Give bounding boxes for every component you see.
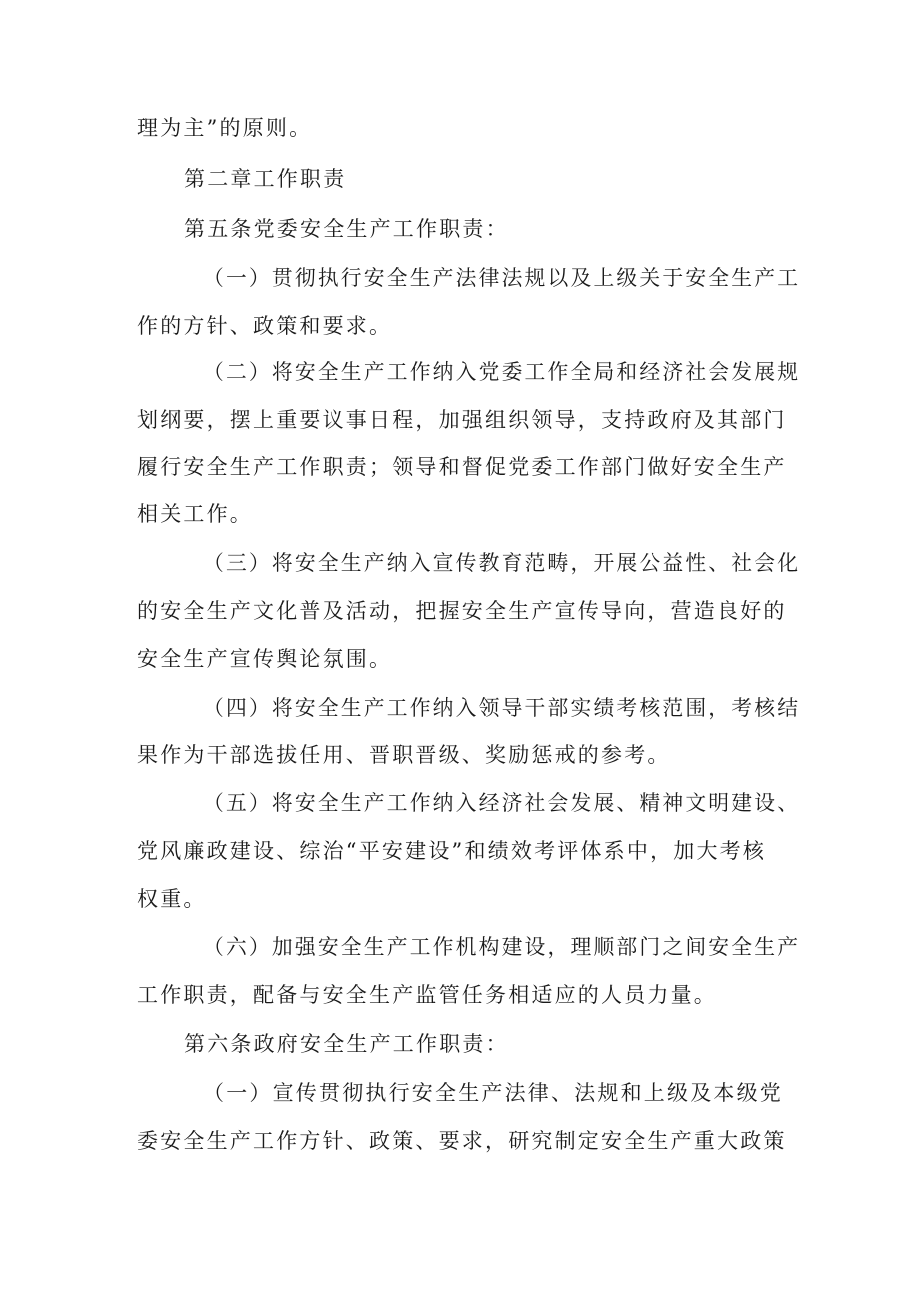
text-line: （四）将安全生产工作纳入领导干部实绩考核范围，考核结	[203, 696, 801, 720]
text-line: 理为主”的原则。	[137, 116, 313, 140]
text-line: （六）加强安全生产工作机构建设，理顺部门之间安全生产	[203, 935, 801, 959]
text-line: （五）将安全生产工作纳入经济社会发展、精神文明建设、	[203, 791, 801, 815]
text-line: 作的方针、政策和要求。	[137, 314, 393, 338]
text-line: 的安全生产文化普及活动，把握安全生产宣传导向，营造良好的	[137, 599, 787, 623]
text-line: 工作职责，配备与安全生产监管任务相适应的人员力量。	[137, 983, 717, 1007]
text-line: 委安全生产工作方针、政策、要求，研究制定安全生产重大政策	[137, 1129, 787, 1153]
text-line: 党风廉政建设、综治“平安建设”和绩效考评体系中，加大考核	[137, 839, 767, 863]
article-heading: 第六条政府安全生产工作职责：	[184, 1032, 509, 1056]
text-line: 划纲要，摆上重要议事日程，加强组织领导，支持政府及其部门	[137, 408, 787, 432]
text-line: （三）将安全生产纳入宣传教育范畴，开展公益性、社会化	[203, 551, 801, 575]
text-line: 权重。	[137, 887, 207, 911]
text-line: （一）贯彻执行安全生产法律法规以及上级关于安全生产工	[203, 266, 801, 290]
text-line: 履行安全生产工作职责；领导和督促党委工作部门做好安全生产	[137, 455, 787, 479]
text-line: 相关工作。	[137, 502, 253, 526]
text-line: 果作为干部选拔任用、晋职晋级、奖励惩戒的参考。	[137, 743, 671, 767]
text-line: （二）将安全生产工作纳入党委工作全局和经济社会发展规	[203, 360, 801, 384]
text-line: （一）宣传贯彻执行安全生产法律、法规和上级及本级党	[203, 1081, 783, 1105]
chapter-heading: 第二章工作职责	[184, 167, 347, 191]
article-heading: 第五条党委安全生产工作职责：	[184, 217, 509, 241]
text-line: 安全生产宣传舆论氛围。	[137, 647, 393, 671]
